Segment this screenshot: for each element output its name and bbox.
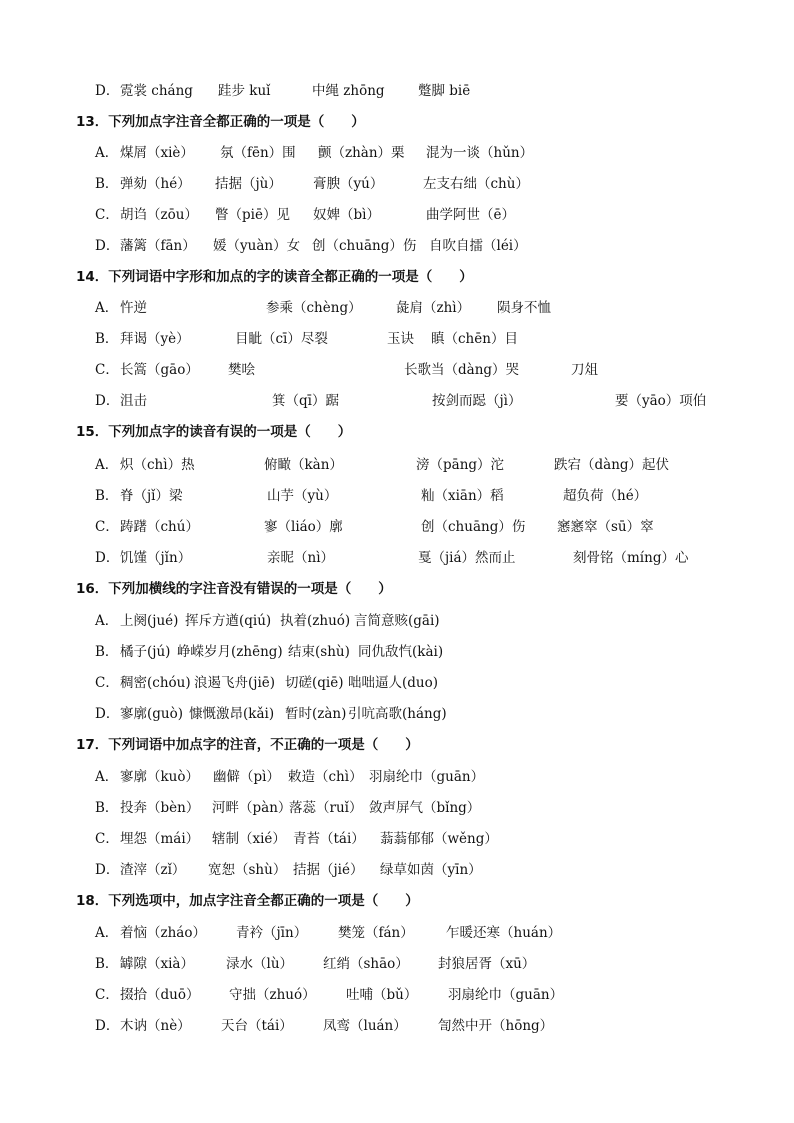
option-word: 慷慨激昂(kǎi): [189, 706, 275, 722]
option-word: 切磋(qiē): [285, 675, 344, 691]
option-word: 中绳 zhōng: [312, 83, 385, 99]
option-letter: A．: [95, 613, 119, 629]
option-letter: A．: [95, 300, 119, 316]
option-word: 戛（jiá）然而止: [418, 550, 516, 566]
option-word: 宽恕（shù）: [208, 862, 287, 878]
option-word: 暂时(zàn): [285, 706, 347, 722]
option-word: 陨身不恤: [497, 300, 551, 316]
option-word: 参乘（chèng）: [266, 300, 362, 316]
option-word: 胡诌（zōu）: [120, 207, 198, 223]
option-word: 创（chuāng）伤: [421, 519, 526, 535]
option-word: 罅隙（xià）: [120, 956, 194, 972]
option-word: 跬步 kuǐ: [218, 83, 271, 99]
option-word: 河畔（pàn）: [212, 800, 292, 816]
option-word: 青衿（jīn）: [236, 925, 308, 941]
option-word: 执着(zhuó): [280, 613, 351, 629]
option-word: 樊哙: [228, 362, 255, 378]
option-word: 踌躇（chú）: [120, 519, 199, 535]
option-word: 结束(shù): [288, 644, 350, 660]
option-word: 天台（tái）: [221, 1018, 293, 1034]
option-letter: D．: [95, 238, 120, 254]
option-letter: B．: [95, 644, 119, 660]
option-word: 藩篱（fān）: [120, 238, 196, 254]
option-word: 乍暖还寒（huán）: [446, 925, 562, 941]
option-word: 瞥（piē）见: [215, 207, 290, 223]
option-word: 瞋（chēn）目: [431, 331, 518, 347]
option-word: 颤（zhàn）栗: [318, 145, 405, 161]
option-word: 弹劾（hé）: [120, 176, 191, 192]
option-letter: C．: [95, 207, 119, 223]
option-word: 籼（xiān）稻: [421, 488, 504, 504]
option-word: 彘肩（zhì）: [396, 300, 471, 316]
option-word: 掇拾（duō）: [120, 987, 200, 1003]
option-letter: A．: [95, 769, 119, 785]
option-word: 凤鸾（luán）: [323, 1018, 407, 1034]
option-word: 按剑而跽（jì）: [432, 393, 522, 409]
option-word: 上阕(jué): [120, 613, 179, 629]
option-letter: B．: [95, 488, 119, 504]
option-letter: D．: [95, 83, 120, 99]
option-word: 投奔（bèn）: [120, 800, 200, 816]
option-word: 敕造（chì）: [288, 769, 363, 785]
option-word: 滂（pāng）沱: [416, 457, 505, 473]
option-letter: D．: [95, 706, 120, 722]
option-word: 守拙（zhuó）: [229, 987, 316, 1003]
option-letter: B．: [95, 956, 119, 972]
option-word: 寥（liáo）廓: [264, 519, 343, 535]
question-stem: 14．下列词语中字形和加点的字的读音全都正确的一项是（ ）: [76, 269, 473, 285]
option-letter: C．: [95, 987, 119, 1003]
option-word: 混为一谈（hǔn）: [426, 145, 534, 161]
option-word: 炽（chì）热: [120, 457, 195, 473]
option-word: 膏腴（yú）: [313, 176, 384, 192]
option-word: 刀俎: [571, 362, 598, 378]
option-word: 幽僻（pì）: [213, 769, 280, 785]
option-word: 寥廓（kuò）: [120, 769, 200, 785]
option-word: 敛声屏气（bǐng）: [369, 800, 481, 816]
option-word: 峥嵘岁月(zhēng): [177, 644, 283, 660]
option-word: 拮据（jié）: [293, 862, 364, 878]
question-stem: 13．下列加点字注音全都正确的一项是（ ）: [76, 114, 365, 130]
option-letter: D．: [95, 550, 120, 566]
option-word: 煤屑（xiè）: [120, 145, 194, 161]
option-letter: D．: [95, 1018, 120, 1034]
option-word: 长篙（gāo）: [120, 362, 199, 378]
option-word: 渌水（lù）: [226, 956, 294, 972]
option-word: 吐哺（bǔ）: [346, 987, 418, 1003]
option-letter: D．: [95, 862, 120, 878]
option-word: 羽扇纶巾（guān）: [448, 987, 564, 1003]
option-letter: C．: [95, 519, 119, 535]
option-letter: D．: [95, 393, 120, 409]
option-word: 引吭高歌(háng): [348, 706, 447, 722]
question-stem: 15．下列加点字的读音有误的一项是（ ）: [76, 424, 352, 440]
option-word: 箕（qī）踞: [272, 393, 339, 409]
option-word: 拜谒（yè）: [120, 331, 190, 347]
option-word: 绿草如茵（yīn）: [380, 862, 482, 878]
option-letter: C．: [95, 831, 119, 847]
option-letter: A．: [95, 925, 119, 941]
option-word: 跌宕（dàng）起伏: [554, 457, 670, 473]
option-word: 氛（fēn）围: [220, 145, 296, 161]
option-word: 媛（yuàn）女: [213, 238, 301, 254]
option-word: 长歌当（dàng）哭: [404, 362, 520, 378]
option-word: 辖制（xié）: [212, 831, 286, 847]
option-word: 要（yāo）项伯: [615, 393, 707, 409]
option-word: 俯瞰（kàn）: [264, 457, 343, 473]
option-word: 木讷（nè）: [120, 1018, 191, 1034]
option-word: 拮据（jù）: [215, 176, 282, 192]
option-word: 着恼（zháo）: [120, 925, 206, 941]
option-word: 脊（jǐ）梁: [120, 488, 183, 504]
option-word: 蹩脚 biē: [418, 83, 471, 99]
option-word: 封狼居胥（xū）: [438, 956, 536, 972]
option-word: 曲学阿世（ē）: [426, 207, 515, 223]
option-letter: B．: [95, 176, 119, 192]
option-word: 自吹自擂（léi）: [429, 238, 527, 254]
option-word: 奴婢（bì）: [313, 207, 380, 223]
option-letter: B．: [95, 800, 119, 816]
option-word: 饥馑（jǐn）: [120, 550, 192, 566]
option-word: 玉诀: [387, 331, 414, 347]
option-word: 稠密(chóu): [120, 675, 191, 691]
option-word: 訇然中开（hōng）: [438, 1018, 554, 1034]
option-letter: B．: [95, 331, 119, 347]
option-word: 刻骨铭（míng）心: [573, 550, 689, 566]
option-word: 目眦（cī）尽裂: [235, 331, 328, 347]
option-word: 超负荷（hé）: [563, 488, 648, 504]
option-letter: C．: [95, 675, 119, 691]
option-word: 言简意赅(gāi): [354, 613, 440, 629]
option-word: 忤逆: [120, 300, 147, 316]
option-word: 渣滓（zǐ）: [120, 862, 186, 878]
option-word: 橘子(jú): [120, 644, 171, 660]
option-word: 沮击: [120, 393, 147, 409]
option-word: 霓裳 cháng: [120, 83, 193, 99]
option-word: 咄咄逼人(duo): [348, 675, 438, 691]
option-letter: A．: [95, 145, 119, 161]
option-word: 挥斥方遒(qiú): [185, 613, 272, 629]
option-word: 左支右绌（chù）: [423, 176, 529, 192]
option-word: 创（chuāng）伤: [312, 238, 417, 254]
option-word: 落蕊（ruǐ）: [289, 800, 363, 816]
option-word: 寥廓(guò): [120, 706, 183, 722]
question-stem: 17．下列词语中加点字的注音，不正确的一项是（ ）: [76, 737, 419, 753]
option-word: 樊笼（fán）: [338, 925, 414, 941]
option-word: 浪遏飞舟(jiē): [194, 675, 276, 691]
option-word: 山芋（yù）: [267, 488, 338, 504]
option-letter: C．: [95, 362, 119, 378]
option-word: 羽扇纶巾（guān）: [369, 769, 485, 785]
question-stem: 16．下列加横线的字注音没有错误的一项是（ ）: [76, 581, 392, 597]
option-word: 亲昵（nì）: [267, 550, 335, 566]
option-word: 青苔（tái）: [293, 831, 365, 847]
option-word: 窸窸窣（sū）窣: [557, 519, 654, 535]
option-letter: A．: [95, 457, 119, 473]
option-word: 红绡（shāo）: [323, 956, 409, 972]
option-word: 蓊蓊郁郁（wěng）: [380, 831, 498, 847]
option-word: 同仇敌忾(kài): [358, 644, 444, 660]
question-stem: 18．下列选项中，加点字注音全都正确的一项是（ ）: [76, 893, 419, 909]
option-word: 埋怨（mái）: [120, 831, 200, 847]
